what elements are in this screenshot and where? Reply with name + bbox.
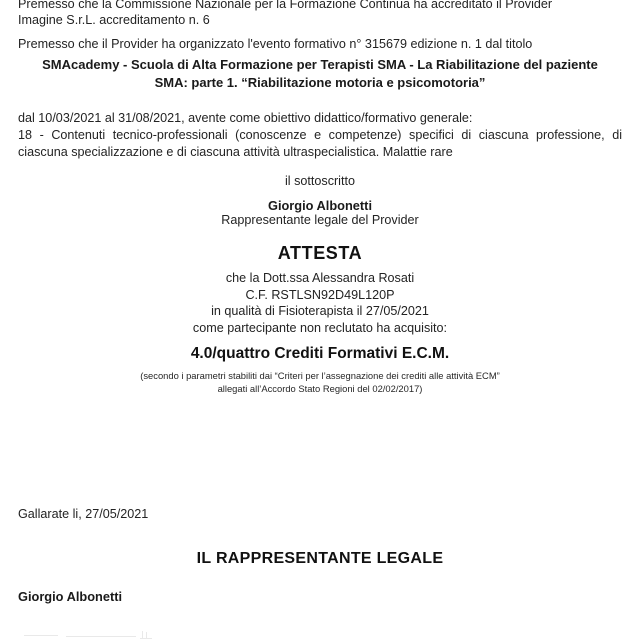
event-title-block xyxy=(40,56,600,92)
credits-awarded-line: 4.0/quattro Crediti Formativi E.C.M. xyxy=(190,345,450,362)
place-and-date-line: Gallarate li, 27/05/2021 xyxy=(18,507,149,521)
recipient-block xyxy=(0,270,640,336)
recipient-fiscal-code-line: C.F. RSTLSN92D49L120P xyxy=(245,287,395,302)
attests-heading: ATTESTA xyxy=(277,243,363,263)
legal-representative-name: Giorgio Albonetti xyxy=(267,198,373,213)
participation-line: come partecipante non reclutato ha acquisito: xyxy=(192,320,448,335)
event-title-line-2: SMA: parte 1. “Riabilitazione motoria e psicomotoria” xyxy=(154,75,486,90)
signature-stroke xyxy=(140,638,152,639)
educational-objective-text: 18 - Contenuti tecnico-professionali (conoscenze e competenze) specifici di ciascuna professione, di ciascuna specializzazione e di ciascuna attività ultraspecialistica. Malattie rare xyxy=(18,128,622,159)
signature-image-clipped xyxy=(22,629,202,640)
legal-representative-role-row xyxy=(0,212,640,229)
place-and-date-row xyxy=(18,506,148,523)
signer-name: Giorgio Albonetti xyxy=(18,589,123,604)
credits-footnote-line-1: (secondo i parametri stabiliti dai “Criteri per l’assegnazione dei crediti alle attività ECM” xyxy=(140,370,500,381)
undersigned-label: il sottoscritto xyxy=(285,174,355,188)
date-range-row xyxy=(18,110,622,127)
objective-row xyxy=(18,127,622,161)
recipient-name-line: che la Dott.ssa Alessandra Rosati xyxy=(225,271,415,285)
undersigned-row xyxy=(0,173,640,190)
signature-heading: IL RAPPRESENTANTE LEGALE xyxy=(196,550,444,567)
commission-preamble-line: Premesso che la Commissione Nazionale per la Formazione Continua ha accreditato il Provider xyxy=(18,0,553,11)
recipient-role-line: in qualità di Fisioterapista il 27/05/2021 xyxy=(211,304,429,318)
event-title-line-1: SMAcademy - Scuola di Alta Formazione per Terapisti SMA - La Riabilitazione del paziente xyxy=(42,57,598,72)
event-intro-row xyxy=(18,36,622,53)
provider-accreditation-line: Imagine S.r.L. accreditamento n. 6 xyxy=(18,13,210,27)
signature-stroke xyxy=(66,636,136,637)
event-intro-line: Premesso che il Provider ha organizzato l'evento formativo n° 315679 edizione n. 1 dal titolo xyxy=(18,37,533,51)
signature-stroke xyxy=(24,635,58,636)
accreditation-line-row xyxy=(18,12,622,29)
event-date-range-line: dal 10/03/2021 al 31/08/2021, avente come obiettivo didattico/formativo generale: xyxy=(18,111,473,125)
credits-footnote-block xyxy=(0,370,640,395)
legal-representative-role: Rappresentante legale del Provider xyxy=(221,213,419,227)
credits-footnote-line-2: allegati all’Accordo Stato Regioni del 02/02/2017) xyxy=(217,382,423,394)
